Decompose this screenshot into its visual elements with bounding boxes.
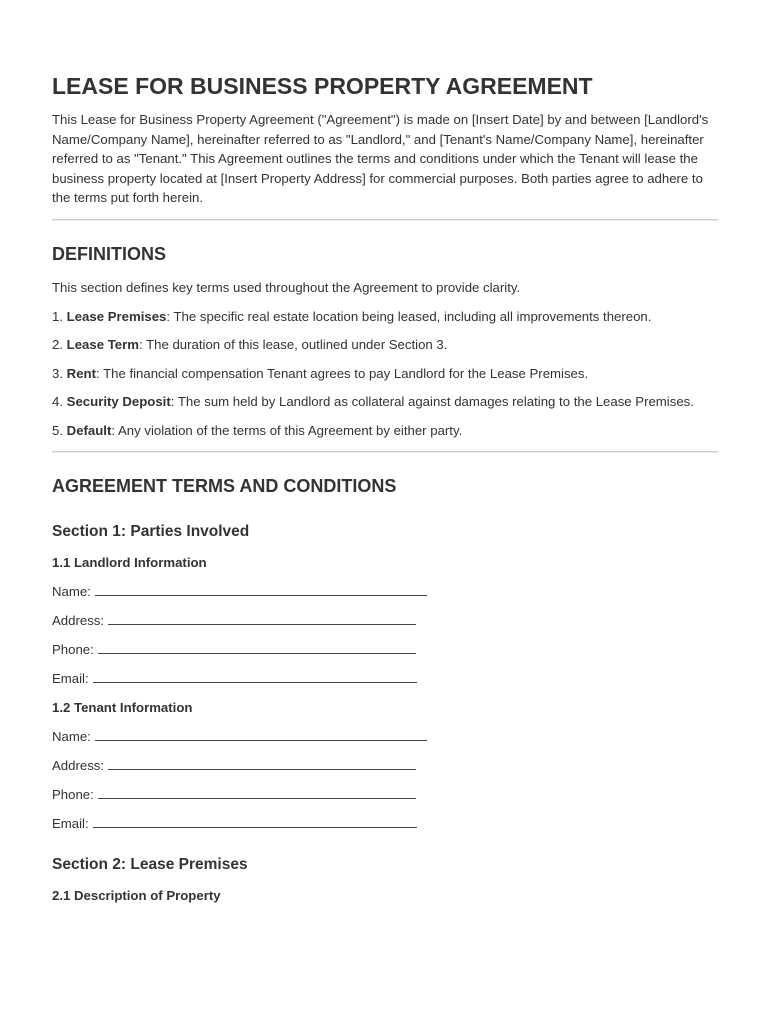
intro-paragraph: This Lease for Business Property Agreement ("Agreement") is made on [Insert Date] by and between [Landlord's Name/Company Name], hereinafter referred to as "Landlord," and [Tenant's Name/Company Name], hereinafter referred to as "Tenant." This Agreement outlines the terms and conditions under which the Tenant will lease the business property located at [Insert Property Address] for commercial purposes. Both parties agree to adhere to the terms put forth herein. (52, 112, 709, 206)
definition-term: Lease Term (66, 337, 139, 353)
definition-term: Security Deposit (66, 394, 171, 410)
definition-item: 1. Lease Premises: The specific real estate location being leased, including all improvements thereon. (52, 308, 652, 324)
tenant-address-field[interactable]: Address: (52, 757, 718, 775)
landlord-phone-field[interactable]: Phone: (52, 641, 718, 659)
definition-item: 3. Rent: The financial compensation Tenant agrees to pay Landlord for the Lease Premises. (52, 365, 589, 381)
section-2-heading: Section 2: Lease Premises (52, 855, 248, 873)
document-title: LEASE FOR BUSINESS PROPERTY AGREEMENT (52, 73, 593, 99)
definition-item: 4. Security Deposit: The sum held by Landlord as collateral against damages relating to the Lease Premises. (52, 394, 694, 410)
terms-heading: AGREEMENT TERMS AND CONDITIONS (52, 475, 397, 496)
tenant-email-field[interactable]: Email: (52, 815, 718, 833)
definitions-heading: DEFINITIONS (52, 243, 167, 264)
definitions-lead: This section defines key terms used throughout the Agreement to provide clarity. (52, 279, 521, 295)
tenant-info-heading: 1.2 Tenant Information (52, 699, 193, 715)
tenant-phone-field[interactable]: Phone: (52, 786, 718, 804)
property-description-heading: 2.1 Description of Property (52, 887, 221, 903)
section-1-heading: Section 1: Parties Involved (52, 522, 250, 540)
landlord-address-field[interactable]: Address: (52, 612, 718, 630)
landlord-name-field[interactable]: Name: (52, 583, 718, 601)
landlord-email-field[interactable]: Email: (52, 670, 718, 688)
definition-term: Lease Premises (66, 308, 167, 324)
definition-item: 2. Lease Term: The duration of this lease, outlined under Section 3. (52, 337, 448, 353)
definition-term: Rent (66, 365, 96, 381)
definition-item: 5. Default: Any violation of the terms of this Agreement by either party. (52, 422, 463, 438)
landlord-info-heading: 1.1 Landlord Information (52, 554, 207, 570)
tenant-name-field[interactable]: Name: (52, 728, 718, 746)
definition-term: Default (66, 422, 112, 438)
